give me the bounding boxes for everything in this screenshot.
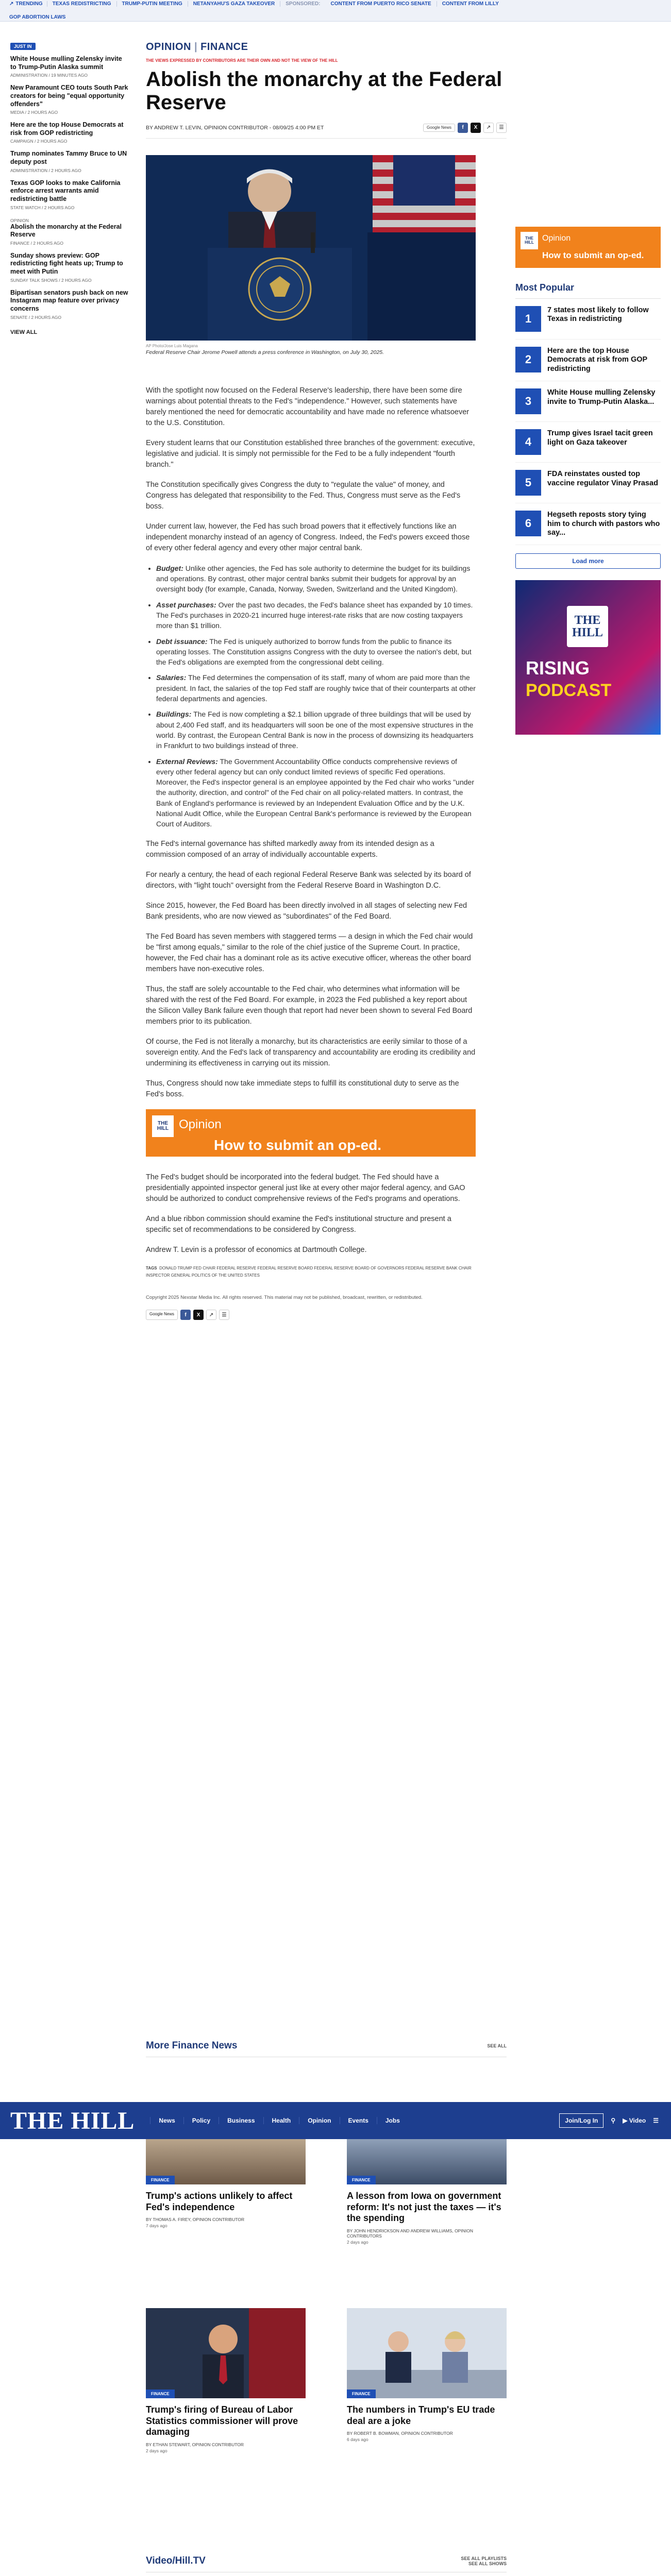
sponsored-link[interactable]: CONTENT FROM LILLY <box>437 1 504 7</box>
ticker-item-meta: ADMINISTRATION / 19 MINUTES AGO <box>10 73 88 78</box>
play-icon: ▶ <box>623 2117 628 2124</box>
right-rail <box>515 227 661 735</box>
paragraph: With the spotlight now focused on the Federal Reserve's leadership, there have been some dire warnings about potential threats to the Fed's "independence." However, such statements have barely mentioned the need for democratic accountability and have made no reference whatsoever to the U.S. Constitution. <box>146 386 469 427</box>
ticker-item-meta: MEDIA / 2 HOURS AGO <box>10 110 58 115</box>
ticker-item-meta: ADMINISTRATION / 2 HOURS AGO <box>10 167 81 173</box>
most-popular-title: Hegseth reposts story tying him to church with pastors who say... <box>547 511 660 537</box>
ticker-item-title: Here are the top House Democrats at risk from GOP redistricting <box>10 121 124 137</box>
paragraph: The Constitution specifically gives Congress the duty to "regulate the value" of money, and Congress has delegated that responsibility to the Fed. Thus, Congress must serve as the Fed's boss. <box>146 480 461 511</box>
bullet-text: The Fed determines the compensation of its staff, many of whom are paid more than the president. In fact, the salaries of the top Fed staff are roughly twice that of their counterparts at other federal departments and agencies. <box>156 673 476 703</box>
tags-label: TAGS <box>146 1266 157 1271</box>
nav-item-business[interactable]: Business <box>219 2117 263 2124</box>
rank-number: 2 <box>515 347 541 372</box>
load-more-button[interactable]: Load more <box>515 553 661 569</box>
see-all-link[interactable]: SEE ALL <box>487 2043 507 2048</box>
bullet-key: Buildings: <box>156 710 192 719</box>
nav-item-jobs[interactable]: Jobs <box>377 2117 408 2124</box>
card-author: BY ROBERT B. BOWMAN, OPINION CONTRIBUTOR <box>347 2431 453 2436</box>
bullet-text: Over the past two decades, the Fed's balance sheet has expanded by 10 times. The Fed's purchases in 2020-21 incurred huge interest-rate risks that are now costing taxpayers more than $1 trillion. <box>156 600 473 630</box>
paragraph: The Fed's budget should be incorporated into the federal budget. The Fed should have a presidentially appointed inspector general just like at every other major federal agency, and GAO should be authorized to conduct comprehensive reviews of the Fed's programs and operations. <box>146 1173 465 1203</box>
ticker-item[interactable] <box>10 121 129 150</box>
copyright: Copyright 2025 Nexstar Media Inc. All rights reserved. This material may not be published, broadcast, rewritten, or redistributed. <box>146 1295 423 1301</box>
bullet-text: The Fed is now completing a $2.1 billion upgrade of three buildings that will be used by about 2,400 Fed staff, and its headquarters will soon be one of the most expensive structures in the world. By contrast, the European Central Bank is now in the process of downsizing its headquarters in Frankfurt to two buildings instead of three. <box>156 710 474 750</box>
promo-opinion-label: Opinion <box>179 1117 222 1131</box>
ticker-item-title: Trump nominates Tammy Bruce to UN deputy post <box>10 150 127 165</box>
comment-icon[interactable]: ☰ <box>496 123 507 133</box>
paragraph: Under current law, however, the Fed has such broad powers that it effectively functions like an independent monarchy instead of an agency of Congress. Indeed, the Fed's powers exceed those of every other federal agency and every other major central bank. <box>146 522 470 552</box>
ticker-item-meta: CAMPAIGN / 2 HOURS AGO <box>10 139 68 144</box>
trending-label: ↗ TRENDING <box>9 1 43 7</box>
ticker-item[interactable] <box>10 55 129 84</box>
section-breadcrumb: OPINION | FINANCE <box>146 41 248 53</box>
most-popular-title: 7 states most likely to follow Texas in redistricting <box>547 306 649 324</box>
card-date: 2 days ago <box>347 2239 368 2245</box>
sponsored-label: SPONSORED: <box>280 1 325 7</box>
facebook-icon[interactable]: f <box>458 123 468 133</box>
article <box>146 41 507 1320</box>
paragraph: The Fed's internal governance has shifted markedly away from its intended design as a commission composed of an array of individually accountable experts. <box>146 839 434 859</box>
video-heading: Video/Hill.TV <box>146 2555 206 2566</box>
search-icon[interactable]: ⚲ <box>611 2117 616 2124</box>
trending-link[interactable]: TRUMP-PUTIN MEETING <box>116 1 188 7</box>
bullet-key: Budget: <box>156 564 183 572</box>
google-news-button[interactable]: Google News <box>423 124 455 132</box>
podcast-subtitle: PODCAST <box>526 681 612 701</box>
card-category: FINANCE <box>347 2176 376 2184</box>
most-popular-item[interactable] <box>515 299 661 340</box>
trade-deal-image <box>347 2308 507 2398</box>
image-credit: AP Photo/Jose Luis Magana <box>146 343 198 348</box>
finance-card[interactable] <box>347 2139 507 2245</box>
ticker-item-meta: STATE WATCH / 2 HOURS AGO <box>10 205 75 210</box>
trending-link[interactable]: TEXAS REDISTRICTING <box>47 1 116 7</box>
more-finance-header <box>146 2040 507 2057</box>
powers-list-item <box>156 672 476 704</box>
card-title: The numbers in Trump's EU trade deal are a joke <box>347 2404 495 2426</box>
x-twitter-icon[interactable]: X <box>193 1310 204 1320</box>
trending-link[interactable]: NETANYAHU'S GAZA TAKEOVER <box>188 1 280 7</box>
card-image <box>347 2308 507 2398</box>
ticker-item[interactable] <box>10 179 129 216</box>
bullet-text: Unlike other agencies, the Fed has sole authority to determine the budget for its buildings and operations. By contrast, other major central banks submit their budgets for approval by an oversight body (for example, Canada, Norway, Sweden, Switzerland and the United Kingdom). <box>156 564 471 594</box>
image-caption: Federal Reserve Chair Jerome Powell attends a press conference in Washington, on July 30, 2025. <box>146 349 384 355</box>
podcast-title: RISING <box>526 657 590 679</box>
finance-card[interactable] <box>146 2308 306 2453</box>
comment-icon[interactable]: ☰ <box>219 1310 229 1320</box>
x-twitter-icon[interactable]: X <box>471 123 481 133</box>
powers-list-item <box>156 600 476 631</box>
facebook-icon[interactable]: f <box>180 1310 191 1320</box>
the-hill-logo[interactable]: THE HILL <box>10 2107 135 2134</box>
more-finance-heading: More Finance News <box>146 2040 238 2051</box>
paragraph: Since 2015, however, the Fed Board has been directly involved in all stages of selecting new Fed Bank presidents, who are now viewed as "subordinates" of the Fed Board. <box>146 901 467 921</box>
card-date: 7 days ago <box>146 2223 167 2229</box>
tags-list[interactable]: DONALD TRUMP FED CHAIR FEDERAL RESERVE FEDERAL RESERVE BOARD FEDERAL RESERVE BOARD OF GOVERNORS FEDERAL RESERVE BANK CHAIR INSPECTOR GENERAL POLITICS OF THE UNITED STATES <box>146 1266 472 1278</box>
the-hill-logo: THE HILL <box>521 232 538 249</box>
see-all-playlists-link[interactable]: SEE ALL PLAYLISTS <box>461 2556 507 2561</box>
card-date: 6 days ago <box>347 2437 368 2443</box>
section-link-opinion[interactable]: OPINION <box>146 41 191 53</box>
share-bar-bottom <box>146 1310 507 1320</box>
article-title: Abolish the monarchy at the Federal Reserve <box>146 68 502 114</box>
bullet-key: External Reviews: <box>156 757 218 766</box>
most-popular-title: Trump gives Israel tacit green light on Gaza takeover <box>547 429 653 447</box>
bullet-key: Debt issuance: <box>156 637 208 646</box>
trending-link[interactable]: GOP ABORTION LAWS <box>9 14 66 21</box>
disclaimer: THE VIEWS EXPRESSED BY CONTRIBUTORS ARE THEIR OWN AND NOT THE VIEW OF THE HILL <box>146 58 338 63</box>
the-hill-logo: THE HILL <box>152 1115 174 1137</box>
nav-item-health[interactable]: Health <box>263 2117 299 2124</box>
nav-item-opinion[interactable]: Opinion <box>299 2117 339 2124</box>
login-button[interactable]: Join/Log In <box>559 2113 603 2128</box>
hero-image <box>146 155 476 341</box>
promo-cta: How to submit an op-ed. <box>214 1137 382 1153</box>
most-popular-title: White House mulling Zelensky invite to Trump-Putin Alaska... <box>547 388 656 406</box>
card-title: Trump's actions unlikely to affect Fed's independence <box>146 2191 293 2212</box>
card-category: FINANCE <box>146 2176 175 2184</box>
card-category: FINANCE <box>347 2389 376 2398</box>
ticker-item[interactable] <box>10 150 129 179</box>
powers-list <box>156 563 476 829</box>
byline: BY ANDREW T. LEVIN, OPINION CONTRIBUTOR - 08/09/25 4:00 PM ET <box>146 124 324 131</box>
card-author: BY THOMAS A. FIREY, OPINION CONTRIBUTOR <box>146 2217 245 2223</box>
most-popular-title: Here are the top House Democrats at risk from GOP redistricting <box>547 347 647 373</box>
paragraph: For nearly a century, the head of each regional Federal Reserve Bank was selected by its board of directors, with "light touch" oversight from the Federal Reserve Board in Washington D.C. <box>146 870 471 890</box>
most-popular-item[interactable] <box>515 422 661 463</box>
ticker-view-all[interactable]: VIEW ALL <box>10 329 38 335</box>
share-icon[interactable]: ↗ <box>483 123 494 133</box>
video-header <box>146 2555 507 2572</box>
ticker-item-meta: SENATE / 2 HOURS AGO <box>10 314 62 320</box>
most-popular-heading: Most Popular <box>515 282 661 299</box>
paragraph: Of course, the Fed is not literally a monarchy, but its characteristics are eerily similar to those of a sovereign entity. And the Fed's lack of transparency and accountability are eroding its credibility and undermining its effectiveness in carrying out its mission. <box>146 1037 476 1067</box>
paragraph: The Fed Board has seven members with staggered terms — a design in which the Fed chair would be "first among equals," similar to the role of the chief justice of the Supreme Court. In practice, however, the Fed chair has a dominant role as its active executive officer, whereas the other board members have non-executive roles. <box>146 932 473 973</box>
card-date: 2 days ago <box>146 2448 167 2453</box>
finance-card[interactable] <box>146 2139 306 2228</box>
nav-item-events[interactable]: Events <box>340 2117 377 2124</box>
nav-item-news[interactable]: News <box>150 2117 183 2124</box>
trump-image <box>146 2308 306 2398</box>
card-image <box>146 2139 306 2184</box>
most-popular-item[interactable] <box>515 381 661 422</box>
just-in-badge: JUST IN <box>10 43 36 50</box>
ad-opinion-label: Opinion <box>542 234 571 243</box>
powers-list-item <box>156 563 476 595</box>
card-author: BY ETHAN STEWART, OPINION CONTRIBUTOR <box>146 2442 244 2447</box>
ticker-item[interactable] <box>10 252 129 289</box>
powers-list-item <box>156 636 476 668</box>
ticker-item[interactable] <box>10 84 129 121</box>
rising-podcast-ad[interactable] <box>515 580 661 735</box>
card-category: FINANCE <box>146 2389 175 2398</box>
bullet-key: Salaries: <box>156 673 187 682</box>
card-title: A lesson from Iowa on government reform: It's not just the taxes — it's the spending <box>347 2191 501 2224</box>
rank-number: 1 <box>515 306 541 332</box>
powers-list-item <box>156 709 476 751</box>
ticker-item-meta: FINANCE / 2 HOURS AGO <box>10 240 63 246</box>
author-bio: Andrew T. Levin is a professor of economics at Dartmouth College. <box>146 1246 367 1254</box>
card-title: Trump's firing of Bureau of Labor Statistics commissioner will prove damaging <box>146 2404 298 2437</box>
rank-number: 3 <box>515 388 541 414</box>
bullet-text: The Government Accountability Office conducts comprehensive reviews of every other federal agency but can only conduct limited reviews of specific Fed operations. Moreover, the Fed's inspector general is an employee appointed by the Fed chair who works "under the authority, direction, and control" of the Fed chair on all policy-related matters. In contrast, the Bank of England's performance is reviewed by an Independent Evaluation Office and by the U.K. National Audit Office, while the European Central Bank's performance is reviewed by the European Court of Auditors. <box>156 757 474 828</box>
nav-item-policy[interactable]: Policy <box>183 2117 219 2124</box>
see-all-shows-link[interactable]: SEE ALL SHOWS <box>468 2561 507 2566</box>
sticky-nav <box>0 2102 671 2139</box>
the-hill-logo: THE HILL <box>567 606 608 647</box>
share-icon[interactable]: ↗ <box>206 1310 216 1320</box>
just-in-ticker <box>10 41 129 335</box>
ticker-item-title: White House mulling Zelensky invite to Trump-Putin Alaska summit <box>10 55 122 71</box>
card-image <box>146 2308 306 2398</box>
ad-cta: How to submit an op-ed. <box>542 250 644 260</box>
trending-icon: ↗ <box>9 1 14 7</box>
ticker-item[interactable] <box>10 218 129 252</box>
bullet-text: The Fed is uniquely authorized to borrow funds from the public to finance its operating losses. The Constitution assigns Congress with the duty to oversee the nation's debt, but the Fed's obligations are exempted from the congressional debt ceiling. <box>156 637 472 667</box>
ticker-item-meta: SUNDAY TALK SHOWS / 2 HOURS AGO <box>10 277 92 283</box>
powers-list-item <box>156 756 476 829</box>
video-link[interactable]: ▶ Video <box>623 2117 646 2124</box>
ticker-item-prefix: OPINION <box>10 217 29 223</box>
rank-number: 4 <box>515 429 541 455</box>
article-body <box>146 385 476 1256</box>
google-news-button[interactable]: Google News <box>146 1310 178 1320</box>
trending-bar <box>0 0 671 22</box>
ticker-item-title: Bipartisan senators push back on new Instagram map feature over privacy concerns <box>10 289 128 312</box>
ticker-item[interactable] <box>10 289 129 326</box>
most-popular-item[interactable] <box>515 463 661 503</box>
powell-press-conference-image <box>146 155 476 341</box>
finance-card[interactable] <box>347 2308 507 2442</box>
paragraph: And a blue ribbon commission should examine the Fed's institutional structure and present a specific set of recommendations to be considered by Congress. <box>146 1214 451 1234</box>
share-bar <box>423 123 507 133</box>
section-link-finance[interactable]: FINANCE <box>200 41 248 53</box>
op-ed-promo-banner[interactable] <box>146 1109 476 1157</box>
card-image <box>347 2139 507 2184</box>
op-ed-ad[interactable] <box>515 227 661 268</box>
most-popular-item[interactable] <box>515 340 661 381</box>
bullet-key: Asset purchases: <box>156 600 216 609</box>
ticker-item-title: New Paramount CEO touts South Park creators for being "equal opportunity offenders" <box>10 84 128 108</box>
ticker-item-title: Texas GOP looks to make California enforce arrest warrants amid redistricting battle <box>10 179 121 202</box>
menu-icon[interactable]: ☰ <box>653 2117 659 2124</box>
ticker-item-title: Sunday shows preview: GOP redistricting fight heats up; Trump to meet with Putin <box>10 251 123 275</box>
sponsored-link[interactable]: CONTENT FROM PUERTO RICO SENATE <box>330 1 431 7</box>
ticker-item-title: Abolish the monarchy at the Federal Reserve <box>10 223 122 239</box>
rank-number: 5 <box>515 470 541 496</box>
most-popular-title: FDA reinstates ousted top vaccine regulator Vinay Prasad <box>547 470 658 487</box>
most-popular-item[interactable] <box>515 503 661 545</box>
card-author: BY JOHN HENDRICKSON AND ANDREW WILLIAMS, OPINION CONTRIBUTORS <box>347 2228 473 2239</box>
paragraph: Thus, the staff are solely accountable to the Fed chair, who determines what information will be shared with the rest of the Fed Board. For example, in 2023 the Fed published a key report about the Silicon Valley Bank failure even though that report had never been shown to several Fed Board members prior to its publication. <box>146 985 473 1026</box>
paragraph: Every student learns that our Constitution established three branches of the government: executive, legislative and judicial. It is simply not permissible for the Fed to be a fully independent "fourth branch." <box>146 438 475 469</box>
paragraph: Thus, Congress should now take immediate steps to fulfill its constitutional duty to serve as the Fed's boss. <box>146 1079 459 1098</box>
rank-number: 6 <box>515 511 541 536</box>
tags <box>146 1265 476 1279</box>
